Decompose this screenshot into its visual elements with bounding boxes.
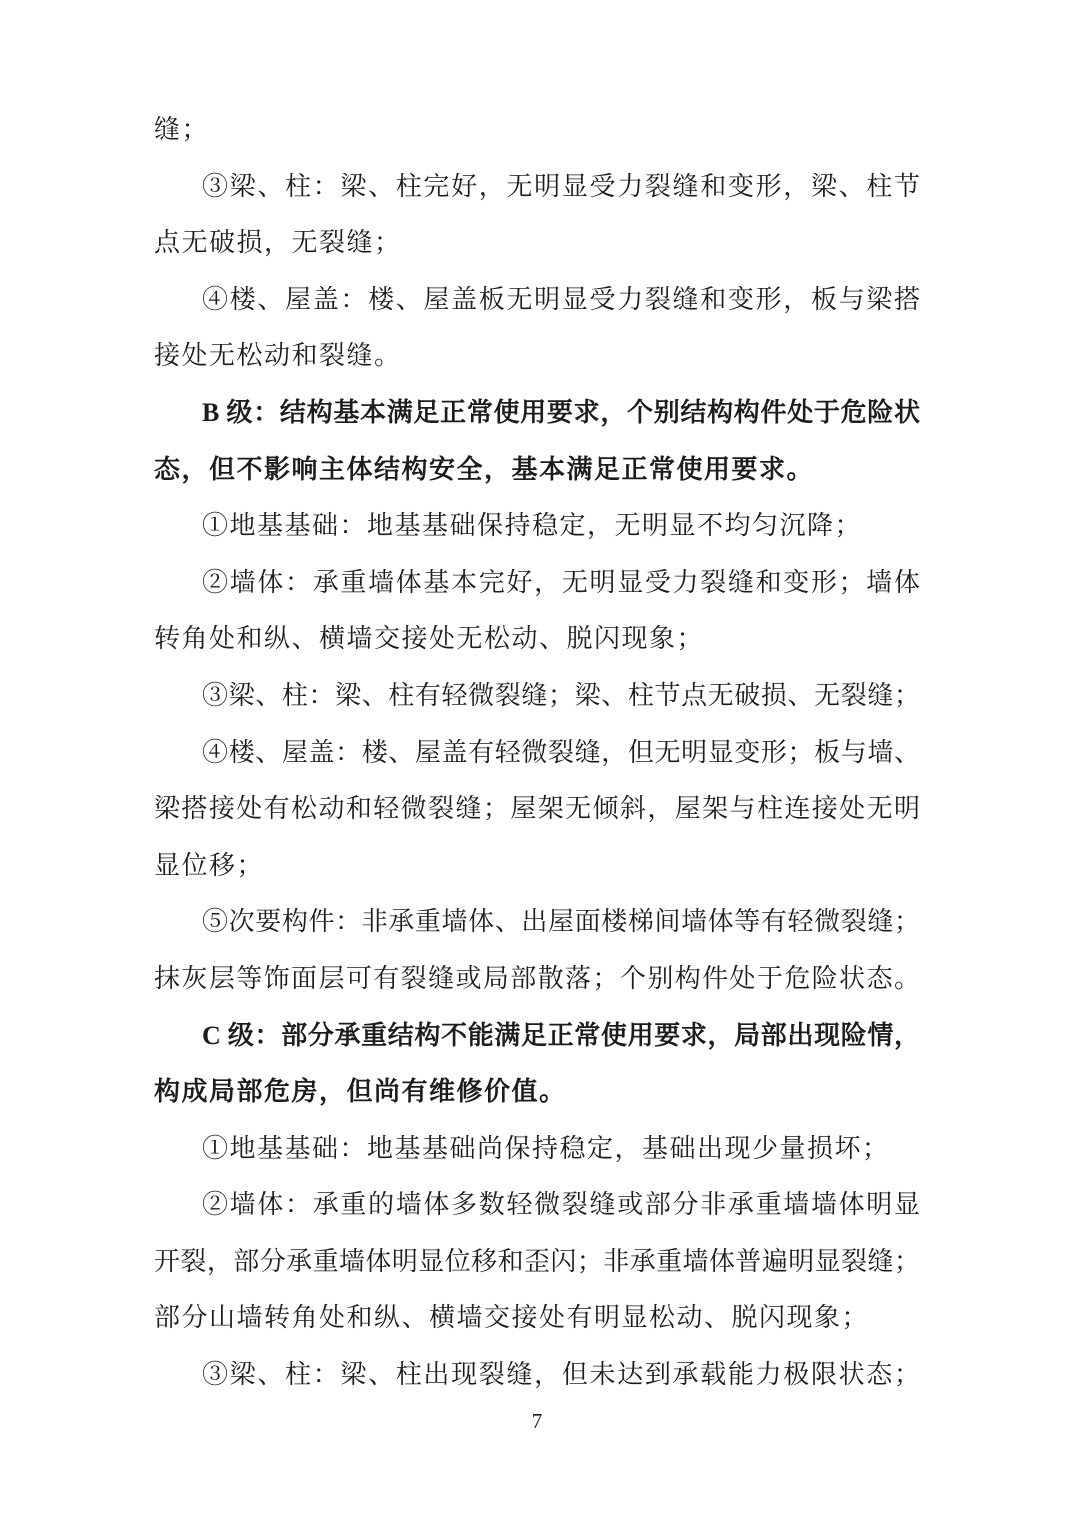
text-line: ③梁、柱：梁、柱有轻微裂缝；梁、柱节点无破损、无裂缝； [202, 680, 920, 710]
text-line: ①地基基础：地基基础尚保持稳定，基础出现少量损坏； [202, 1133, 890, 1163]
text-line: 接处无松动和裂缝。 [154, 341, 402, 371]
text-line-heading-c: 构成局部危房，但尚有维修价值。 [154, 1077, 567, 1107]
text-block [154, 102, 920, 1404]
text-line: 开裂，部分承重墙体明显位移和歪闪；非承重墙体普遍明显裂缝； [154, 1246, 920, 1276]
text-line: ②墙体：承重的墙体多数轻微裂缝或部分非承重墙墙体明显 [202, 1190, 920, 1220]
text-line: ④楼、屋盖：楼、屋盖有轻微裂缝，但无明显变形；板与墙、 [202, 737, 920, 767]
text-line: 点无破损，无裂缝； [154, 228, 402, 258]
text-line: 显位移； [154, 850, 265, 880]
page-number: 7 [531, 1409, 543, 1433]
text-line: 转角处和纵、横墙交接处无松动、脱闪现象； [154, 624, 705, 654]
text-line: ③梁、柱：梁、柱完好，无明显受力裂缝和变形，梁、柱节 [202, 171, 920, 201]
text-line: ⑤次要构件：非承重墙体、出屋面楼梯间墙体等有轻微裂缝； [202, 907, 920, 937]
text-line: ④楼、屋盖：楼、屋盖板无明显受力裂缝和变形，板与梁搭 [202, 284, 920, 314]
text-line: 梁搭接处有松动和轻微裂缝；屋架无倾斜，屋架与柱连接处无明 [154, 794, 920, 824]
text-line: 部分山墙转角处和纵、横墙交接处有明显松动、脱闪现象； [154, 1303, 870, 1333]
text-line-heading-b: 态，但不影响主体结构安全，基本满足正常使用要求。 [154, 454, 815, 484]
text-line: 缝； [154, 115, 210, 144]
text-line: ①地基基础：地基基础保持稳定，无明显不均匀沉降； [202, 511, 863, 541]
text-line: 抹灰层等饰面层可有裂缝或局部散落；个别构件处于危险状态。 [154, 963, 920, 993]
text-line: ②墙体：承重墙体基本完好，无明显受力裂缝和变形；墙体 [202, 567, 920, 597]
text-line-heading-c: C 级：部分承重结构不能满足正常使用要求，局部出现险情， [202, 1020, 920, 1050]
text-line: ③梁、柱：梁、柱出现裂缝，但未达到承载能力极限状态； [202, 1360, 920, 1390]
text-line-heading-b: B 级：结构基本满足正常使用要求，个别结构构件处于危险状 [202, 397, 920, 427]
